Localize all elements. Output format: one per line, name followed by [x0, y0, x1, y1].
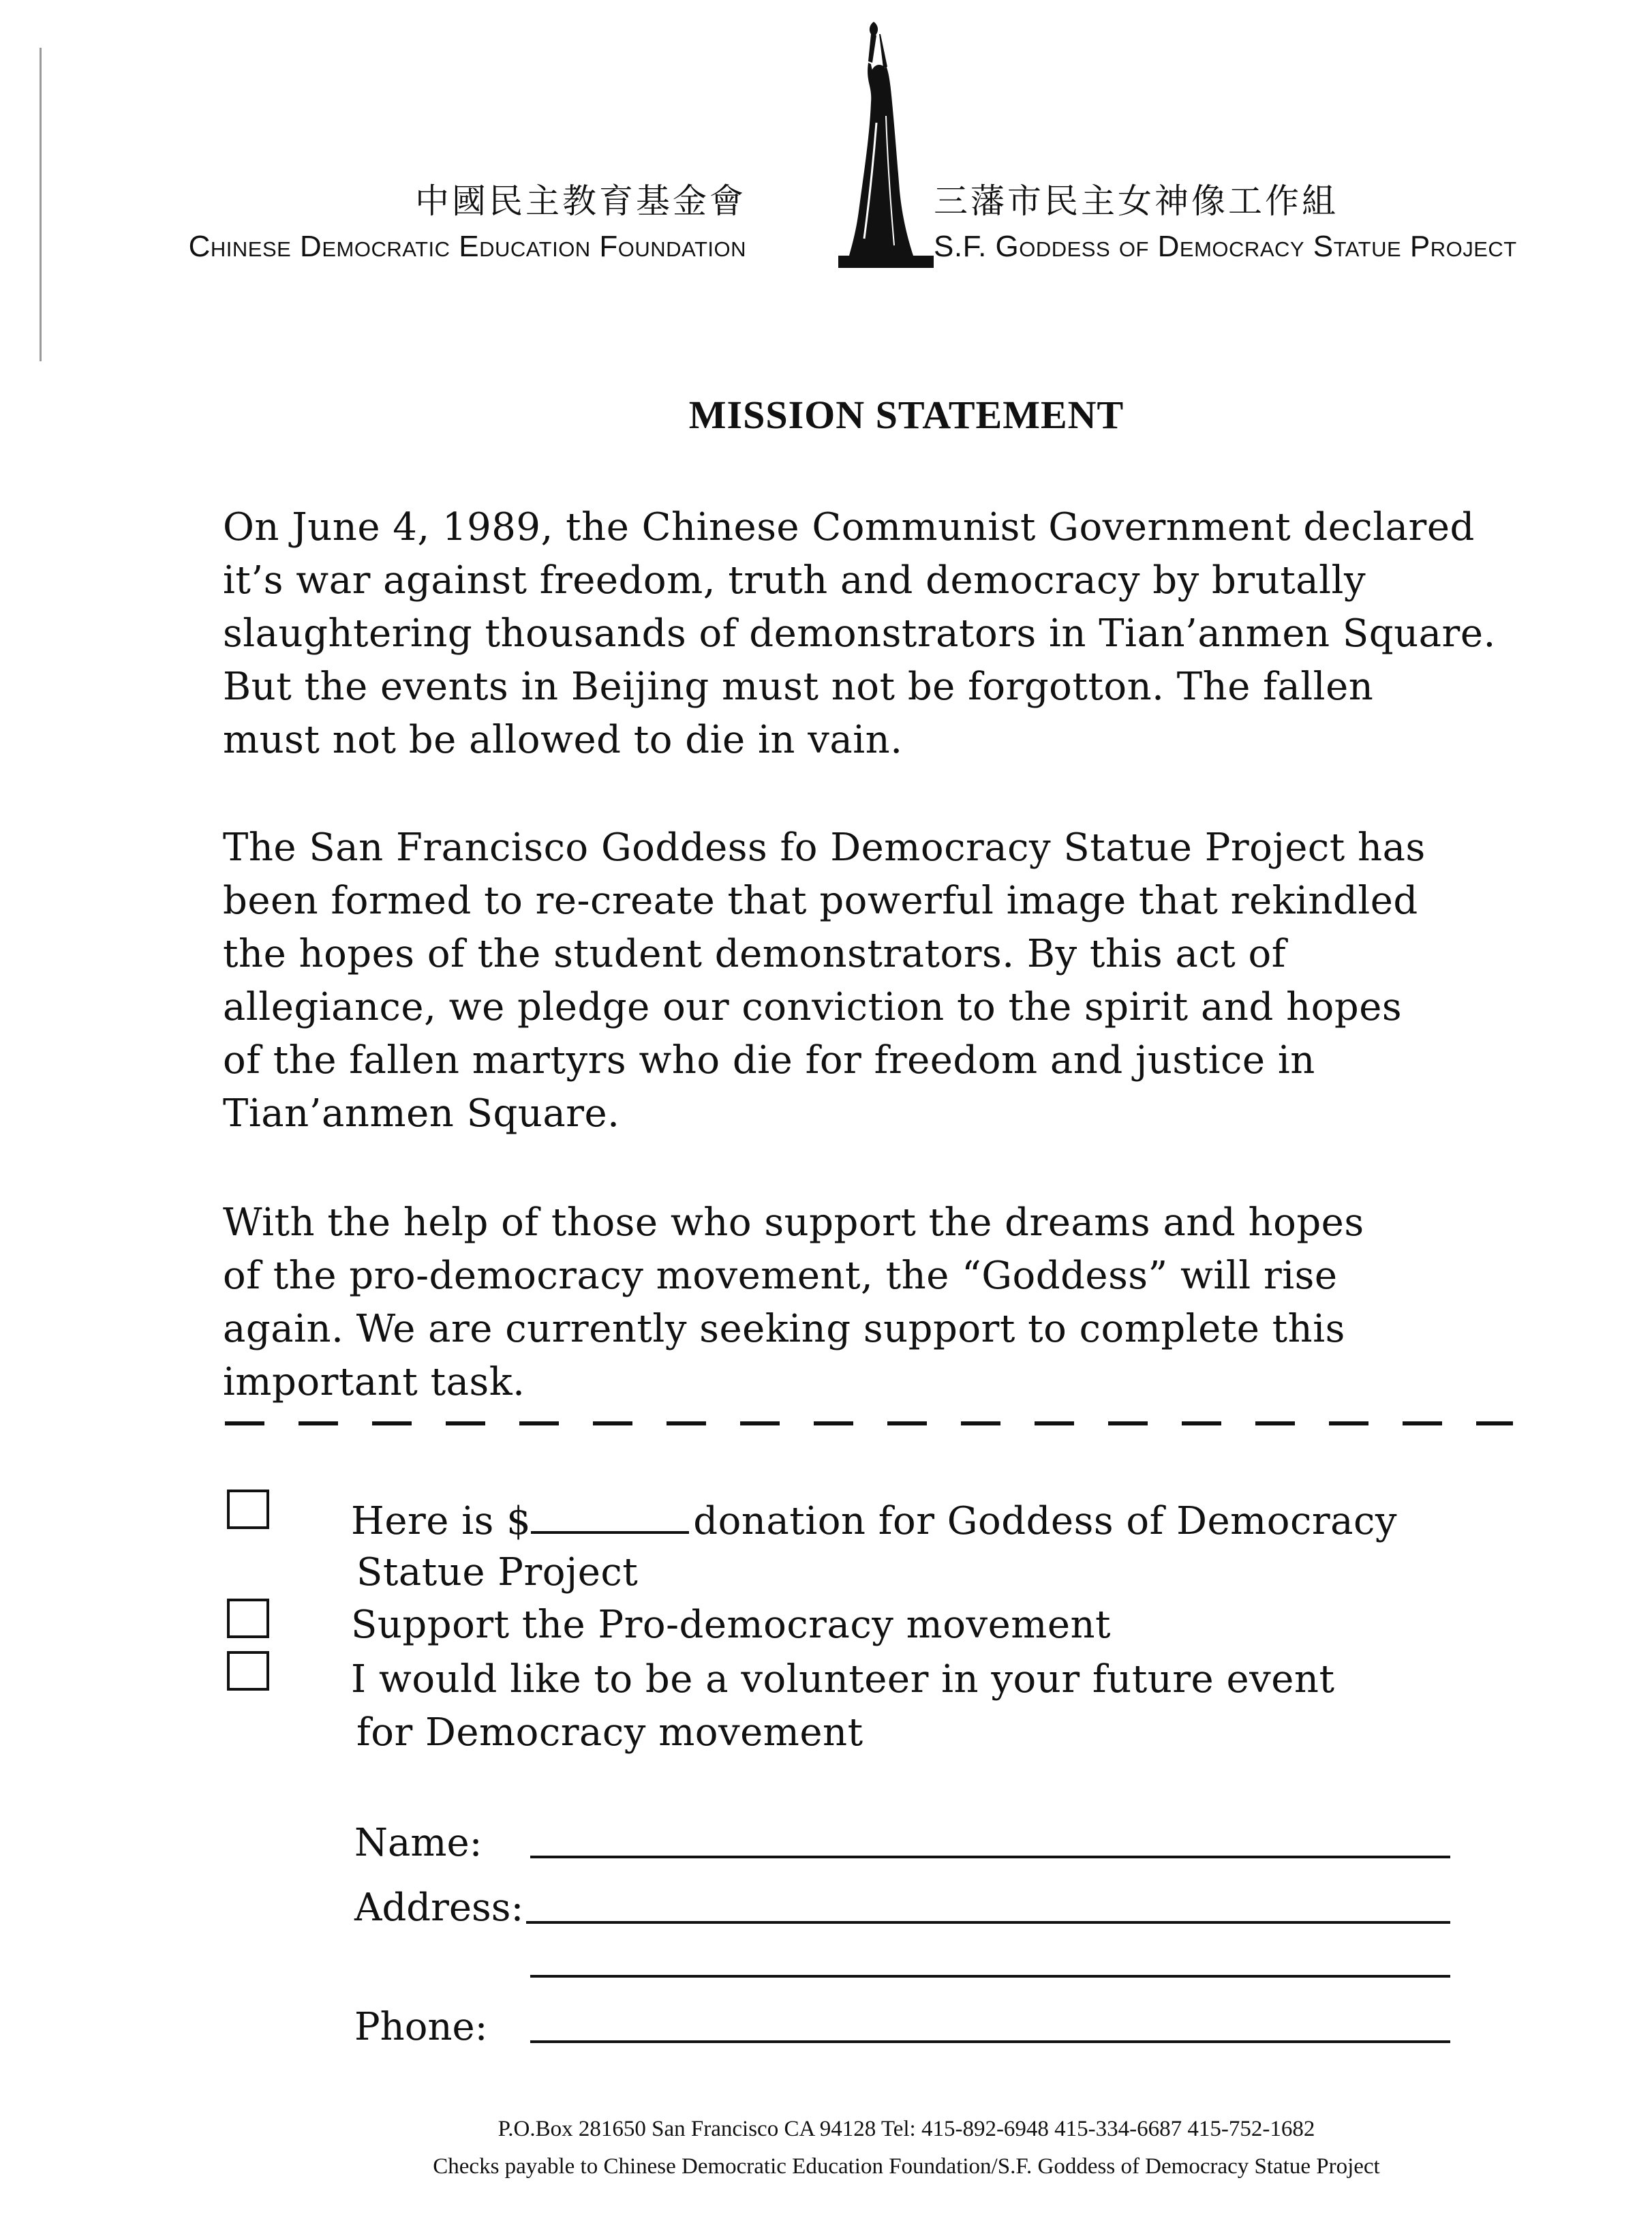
address-field-line2[interactable] — [530, 1975, 1450, 1978]
volunteer-checkbox[interactable] — [227, 1651, 269, 1691]
paragraph-line: again. We are currently seeking support to complete this — [223, 1307, 1345, 1351]
support-option-label: Support the Pro-democracy movement — [351, 1603, 1112, 1647]
donation-checkbox[interactable] — [227, 1490, 269, 1529]
volunteer-option-label: I would like to be a volunteer in your future event — [351, 1657, 1335, 1702]
paragraph-line: the hopes of the student demonstrators. By this act of — [223, 932, 1286, 976]
letterhead — [188, 20, 1574, 280]
address-field-line1[interactable] — [526, 1921, 1450, 1924]
footer-contact: P.O.Box 281650 San Francisco CA 94128 Tel: 415-892-6948 415-334-6687 415-752-1682 — [498, 2117, 1315, 2141]
paragraph-line: been formed to re-create that powerful image that rekindled — [223, 879, 1418, 923]
left-org-english-name: Chinese Democratic Education Foundation — [188, 230, 746, 263]
page-title: MISSION STATEMENT — [688, 393, 1125, 437]
name-field[interactable] — [530, 1856, 1450, 1858]
phone-label: Phone: — [354, 2005, 488, 2049]
paragraph-line: Tian’anmen Square. — [223, 1091, 620, 1136]
paragraph-line: allegiance, we pledge our conviction to the spirit and hopes — [223, 985, 1403, 1029]
left-organization — [189, 177, 746, 269]
donation-prefix: Here is $ — [351, 1499, 532, 1543]
paragraph-line: On June 4, 1989, the Chinese Communist Government declared — [223, 505, 1475, 549]
paragraph-line: But the events in Beijing must not be forgotton. The fallen — [223, 665, 1374, 709]
paragraph-line: it’s war against freedom, truth and democracy by brutally — [223, 558, 1366, 603]
phone-field[interactable] — [530, 2040, 1450, 2043]
right-organization — [934, 177, 1517, 269]
cut-line-divider — [225, 1421, 1513, 1425]
scan-margin-mark — [40, 48, 42, 361]
paragraph-line: must not be allowed to die in vain. — [223, 718, 903, 762]
volunteer-option-label-line2: for Democracy movement — [356, 1710, 863, 1755]
donation-suffix: donation for Goddess of Democracy — [693, 1499, 1397, 1543]
goddess-of-democracy-statue-icon — [831, 20, 940, 273]
address-label: Address: — [354, 1886, 524, 1930]
paragraph-line: important task. — [223, 1360, 525, 1404]
paragraph-line: The San Francisco Goddess fo Democracy Statue Project has — [223, 826, 1426, 870]
donation-option-label-line2: Statue Project — [356, 1550, 639, 1595]
paragraph-2 — [223, 821, 1600, 1140]
paragraph-3 — [223, 1196, 1600, 1409]
donation-amount-blank[interactable] — [531, 1493, 689, 1534]
paragraph-line: slaughtering thousands of demonstrators in Tian’anmen Square. — [223, 611, 1496, 656]
right-org-chinese-name: 三藩市民主女神像工作組 — [934, 181, 1339, 221]
paragraph-line: With the help of those who support the dreams and hopes — [223, 1200, 1364, 1245]
left-org-chinese-name: 中國民主教育基金會 — [415, 181, 746, 221]
paragraph-1 — [223, 501, 1600, 767]
paragraph-line: of the fallen martyrs who die for freedom and justice in — [223, 1038, 1315, 1083]
name-label: Name: — [354, 1821, 483, 1865]
support-checkbox[interactable] — [227, 1599, 269, 1638]
donation-option-label — [351, 1493, 1397, 1548]
paragraph-line: of the pro-democracy movement, the “Goddess” will rise — [223, 1254, 1338, 1298]
footer-payable-note: Checks payable to Chinese Democratic Education Foundation/S.F. Goddess of Democracy Statue Project — [433, 2154, 1380, 2179]
right-org-english-name: S.F. Goddess of Democracy Statue Project — [934, 230, 1517, 263]
